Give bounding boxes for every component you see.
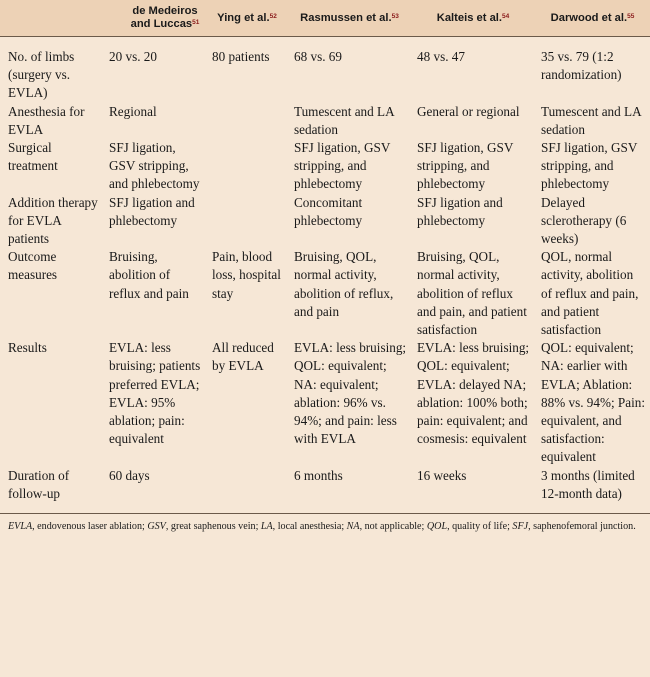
table-cell: All reduced by EVLA: [212, 340, 274, 374]
table-cell: Tumescent and LA sedation: [294, 103, 394, 137]
footnote-abbr: QOL: [426, 521, 448, 533]
header-cell-de-medeiros: de Medeiros and Luccas$^{51}$: [103, 0, 206, 37]
footnote-abbr: EVLA: [8, 521, 33, 533]
header-cell-kalteis: Kalteis et al.$^{54}$: [411, 0, 535, 37]
row-label: No. of limbs (surgery vs. EVLA): [8, 49, 75, 101]
table-row: [0, 467, 650, 514]
table-cell: SFJ ligation and phlebectomy: [109, 194, 195, 228]
table-footnote: EVLA, endovenous laser ablation; GSV, great saphenous vein; LA, local anesthesia; NA, not applicable; QOL, quality of life; SFJ, saphenofemoral junction.: [0, 514, 650, 538]
table-cell: EVLA: less bruising; patients preferred EVLA; EVLA: 95% ablation; pain: equivalent: [109, 340, 201, 447]
footnote-abbr: GSV: [147, 521, 166, 533]
table-cell: SFJ ligation, GSV stripping, and phlebectomy: [109, 140, 200, 192]
footnote-abbr: SFJ: [512, 521, 529, 533]
table-cell: 60 days: [109, 467, 150, 483]
footnote-def: great saphenous vein: [170, 521, 256, 533]
footnote-def: not applicable: [364, 521, 422, 533]
table-cell: [206, 194, 288, 249]
table-row: [0, 139, 650, 194]
table-cell: 68 vs. 69: [294, 49, 342, 64]
header-cell-ying: Ying et al.$^{52}$: [206, 0, 288, 37]
table-cell: Bruising, abolition of reflux and pain: [109, 249, 189, 301]
table-cell: Bruising, QOL, normal activity, abolition of reflux, and pain: [294, 249, 394, 319]
table-cell: Tumescent and LA sedation: [541, 103, 641, 137]
table-cell: SFJ ligation and phlebectomy: [417, 194, 503, 228]
header-cell-darwood: Darwood et al.$^{55}$: [535, 0, 650, 37]
table-cell: Regional: [109, 103, 157, 119]
table-cell: QOL: equivalent; NA: earlier with EVLA; Ablation: 88% vs. 94%; Pain: equivalent, and satisfaction: equivalent: [541, 340, 646, 465]
table-row: [0, 103, 650, 139]
table-cell: General or regional: [417, 103, 520, 119]
table-row: [0, 248, 650, 339]
row-label: Surgical treatment: [8, 140, 58, 174]
table-cell: EVLA: less bruising; QOL: equivalent; EVLA: delayed NA; ablation: 100% both; pain: equivalent; and cosmesis: equivalent: [417, 340, 530, 447]
footnote-abbr: NA: [346, 521, 360, 533]
row-label: Anesthesia for EVLA: [8, 103, 85, 137]
table-cell: 35 vs. 79 (1:2 randomization): [541, 49, 622, 83]
footnote-row: [0, 514, 650, 538]
table-row: [0, 194, 650, 249]
table-cell: Bruising, QOL, normal activity, abolition of reflux and pain, and patient satisfaction: [417, 249, 527, 338]
table-cell: QOL, normal activity, abolition of reflux and pain, and patient satisfaction: [541, 249, 639, 338]
header-row: [0, 0, 650, 37]
table-cell: 6 months: [294, 467, 343, 483]
table-cell: SFJ ligation, GSV stripping, and phlebectomy: [541, 140, 638, 192]
table-cell: [206, 467, 288, 514]
table-cell: 48 vs. 47: [417, 49, 465, 64]
header-cell-blank: [0, 0, 103, 37]
table-cell: SFJ ligation, GSV stripping, and phlebectomy: [417, 140, 514, 192]
row-label: Duration of follow-up: [8, 467, 70, 501]
table-cell: SFJ ligation, GSV stripping, and phlebectomy: [294, 140, 391, 192]
table-cell: [206, 139, 288, 194]
header-cell-rasmussen: Rasmussen et al.$^{53}$: [288, 0, 411, 37]
row-label: Outcome measures: [8, 249, 58, 283]
table-cell: Concomitant phlebectomy: [294, 194, 363, 228]
footnote-def: endovenous laser ablation: [37, 521, 143, 533]
table-cell: Pain, blood loss, hospital stay: [212, 249, 281, 301]
table-cell: [206, 103, 288, 139]
table-cell: 80 patients: [212, 49, 270, 64]
table-cell: Delayed sclerotherapy (6 weeks): [541, 194, 627, 247]
footnote-abbr: LA: [260, 521, 273, 533]
table-cell: 3 months (limited 12-month data): [541, 467, 635, 501]
footnote-def: saphenofemoral junction: [533, 521, 634, 533]
table-row: [0, 37, 650, 103]
table-cell: EVLA: less bruising; QOL: equivalent; NA: equivalent; ablation: 96% vs. 94%; and pain: less with EVLA: [294, 340, 407, 447]
table-cell: 20 vs. 20: [109, 49, 157, 64]
table-cell: 16 weeks: [417, 467, 467, 483]
footnote-def: local anesthesia: [277, 521, 342, 533]
table-row: [0, 339, 650, 466]
row-label: Results: [8, 340, 47, 356]
row-label: Addition therapy for EVLA patients: [8, 194, 98, 247]
footnote-def: quality of life: [452, 521, 508, 533]
